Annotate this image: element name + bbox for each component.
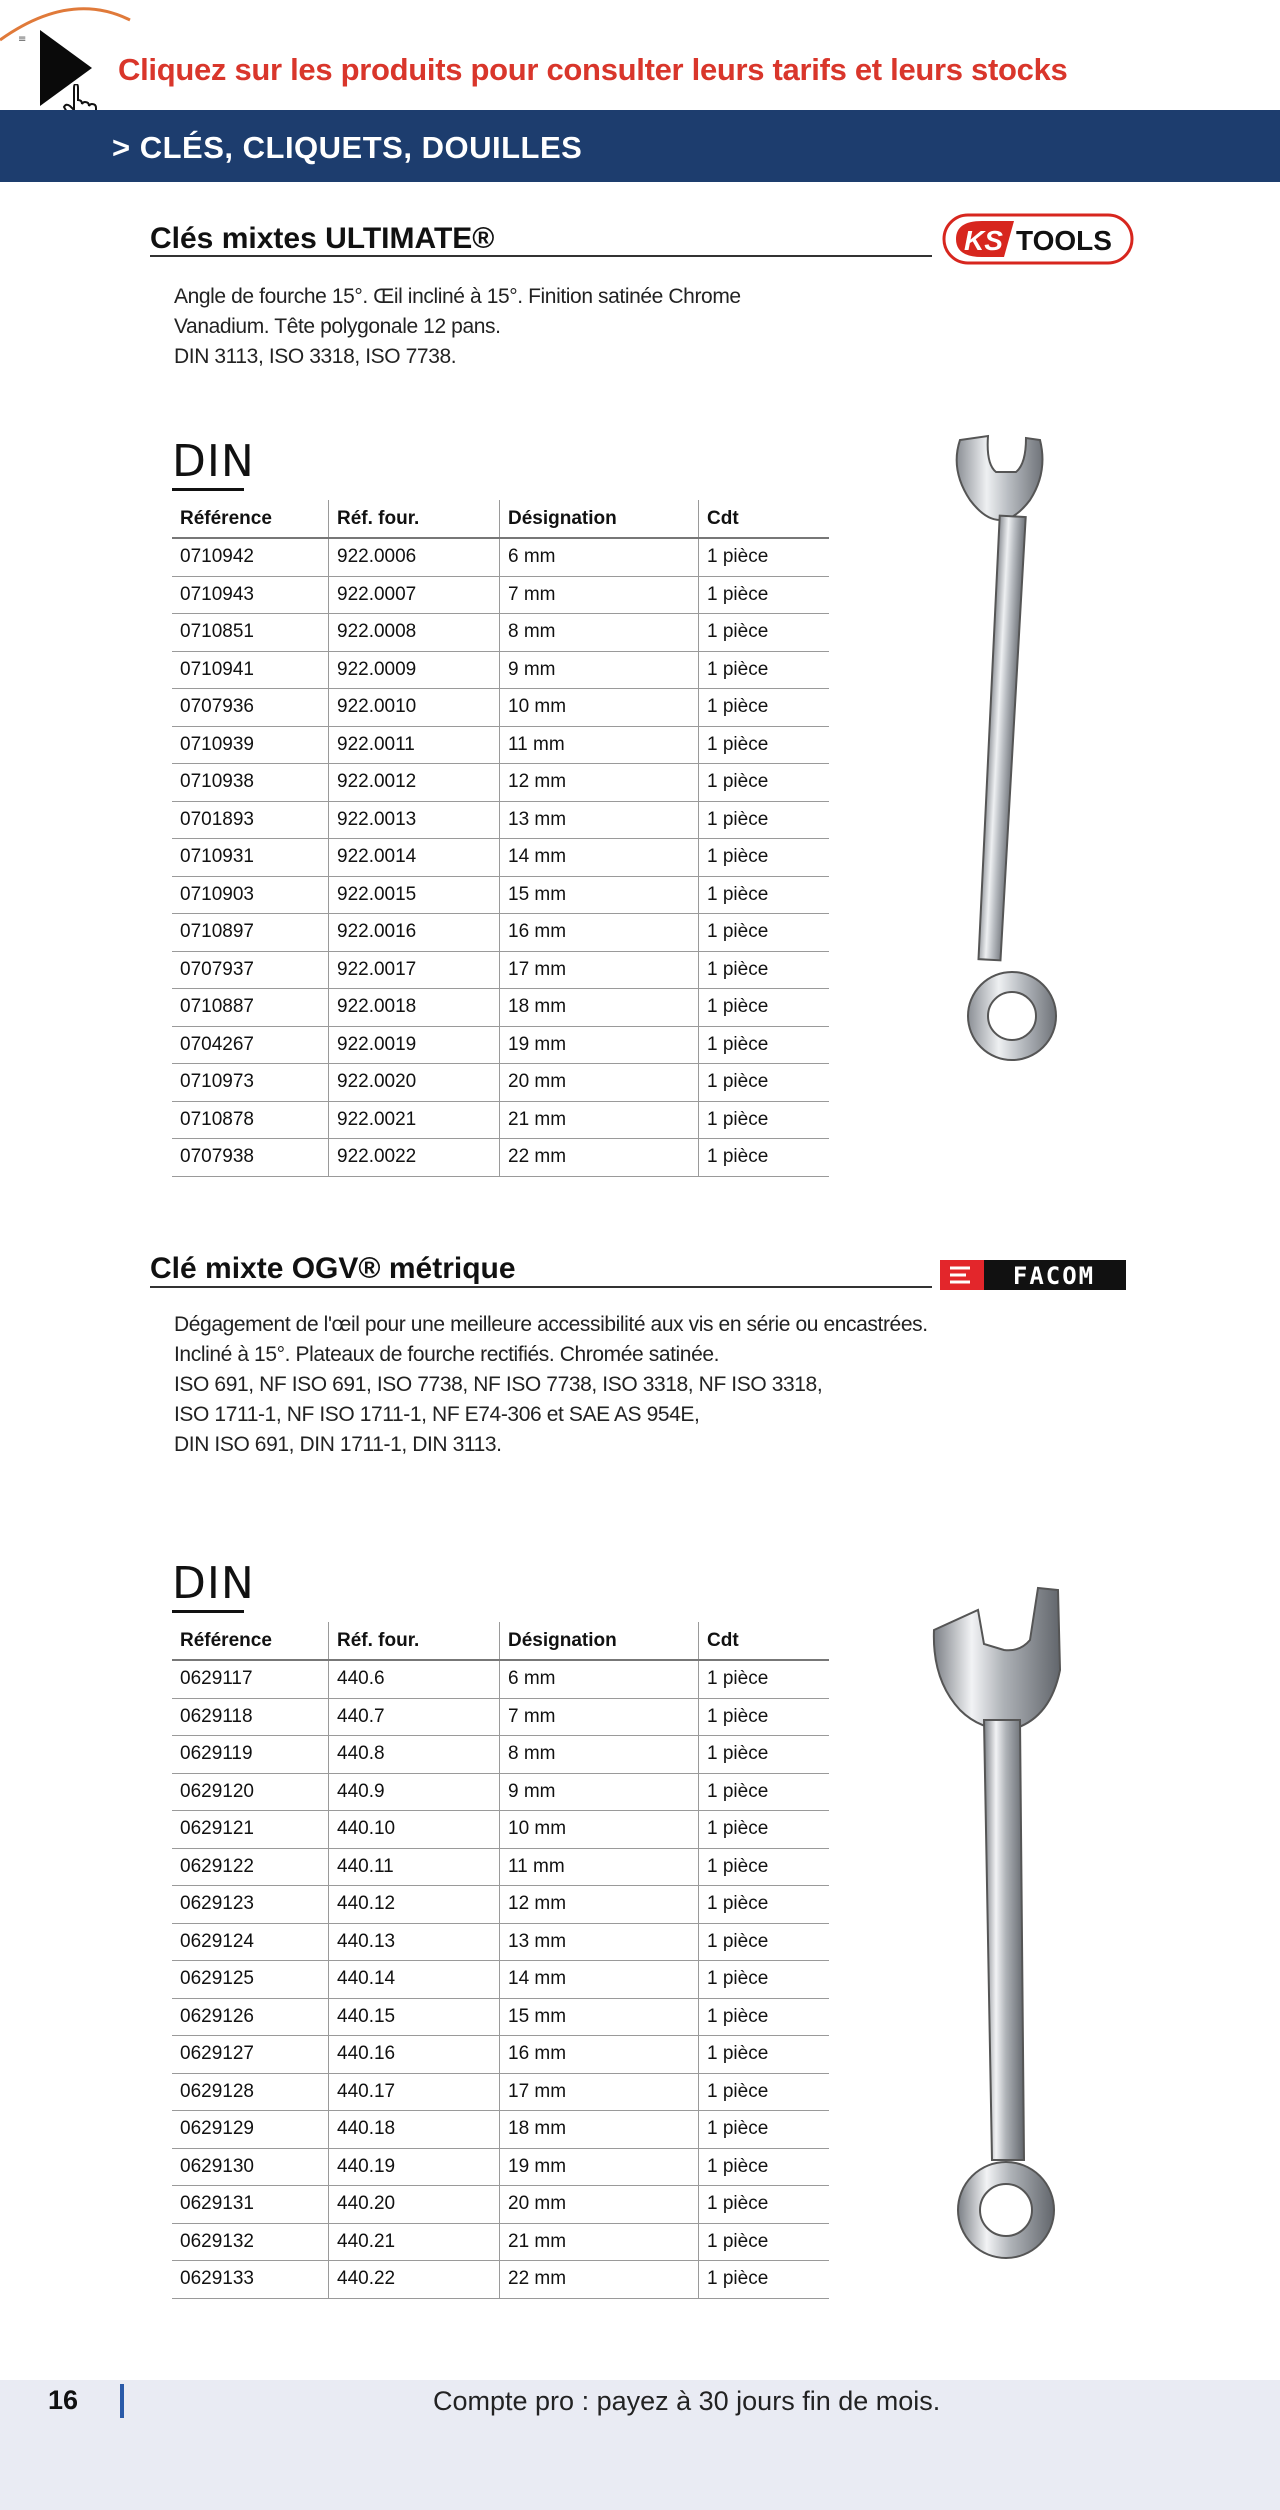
table-cell: 922.0021 [329, 1101, 500, 1139]
table-cell: 922.0007 [329, 576, 500, 614]
col-header-reference: Référence [172, 1622, 329, 1660]
table-row[interactable] [172, 1811, 829, 1849]
table-row[interactable] [172, 1848, 829, 1886]
table-cell: 1 pièce [699, 2148, 830, 2186]
product-title-ultimate[interactable]: Clés mixtes ULTIMATE® [150, 222, 495, 255]
table-cell: 12 mm [500, 1886, 699, 1924]
table-cell: 1 pièce [699, 1811, 830, 1849]
table-cell: 0710887 [172, 989, 329, 1027]
table-cell: 1 pièce [699, 1961, 830, 1999]
table-cell: 0629119 [172, 1736, 329, 1774]
table-cell: 22 mm [500, 2261, 699, 2299]
promo-banner-text[interactable]: Cliquez sur les produits pour consulter leurs tarifs et leurs stocks [118, 52, 1068, 87]
table-cell: 14 mm [500, 839, 699, 877]
desc-line: DIN ISO 691, DIN 1711-1, DIN 3113. [174, 1433, 502, 1456]
table-cell: 922.0018 [329, 989, 500, 1027]
table-cell: 0707937 [172, 951, 329, 989]
table-cell: 20 mm [500, 2186, 699, 2224]
table-row[interactable] [172, 538, 829, 576]
spec-table-ultimate [172, 500, 829, 1177]
table-cell: 11 mm [500, 726, 699, 764]
desc-line: DIN 3113, ISO 3318, ISO 7738. [174, 345, 457, 368]
table-cell: 15 mm [500, 1998, 699, 2036]
table-cell: 1 pièce [699, 689, 830, 727]
din-underline [172, 1610, 244, 1613]
ks-logo-tools: TOOLS [1016, 225, 1112, 256]
table-cell: 922.0006 [329, 538, 500, 576]
page-separator [120, 2384, 124, 2418]
product-description [174, 282, 741, 372]
table-cell: 16 mm [500, 2036, 699, 2074]
table-cell: 17 mm [500, 951, 699, 989]
table-row[interactable] [172, 1026, 829, 1064]
table-cell: 14 mm [500, 1961, 699, 1999]
table-cell: 1 pièce [699, 1064, 830, 1102]
table-cell: 1 pièce [699, 614, 830, 652]
table-cell: 6 mm [500, 538, 699, 576]
table-row[interactable] [172, 1773, 829, 1811]
table-cell: 922.0022 [329, 1139, 500, 1177]
table-cell: 0629122 [172, 1848, 329, 1886]
table-cell: 6 mm [500, 1660, 699, 1698]
table-cell: 1 pièce [699, 764, 830, 802]
desc-line: ISO 691, NF ISO 691, ISO 7738, NF ISO 7738, ISO 3318, NF ISO 3318, [174, 1373, 823, 1396]
table-row[interactable] [172, 914, 829, 952]
table-row[interactable] [172, 1064, 829, 1102]
table-cell: 922.0011 [329, 726, 500, 764]
table-cell: 1 pièce [699, 1736, 830, 1774]
table-row[interactable] [172, 614, 829, 652]
table-header-row [172, 500, 829, 538]
table-cell: 21 mm [500, 1101, 699, 1139]
table-cell: 0710938 [172, 764, 329, 802]
table-body [172, 1660, 829, 2298]
table-cell: 922.0015 [329, 876, 500, 914]
table-cell: 440.8 [329, 1736, 500, 1774]
table-cell: 0629120 [172, 1773, 329, 1811]
table-cell: 0629117 [172, 1660, 329, 1698]
table-cell: 440.15 [329, 1998, 500, 2036]
table-cell: 1 pièce [699, 876, 830, 914]
table-cell: 0629133 [172, 2261, 329, 2299]
table-cell: 0629118 [172, 1698, 329, 1736]
table-row[interactable] [172, 1101, 829, 1139]
table-body [172, 538, 829, 1176]
table-cell: 922.0014 [329, 839, 500, 877]
table-cell: 440.20 [329, 2186, 500, 2224]
table-row[interactable] [172, 2148, 829, 2186]
table-row[interactable] [172, 1886, 829, 1924]
table-row[interactable] [172, 1139, 829, 1177]
table-cell: 440.13 [329, 1923, 500, 1961]
table-cell: 1 pièce [699, 951, 830, 989]
table-cell: 0629125 [172, 1961, 329, 1999]
table-cell: 922.0019 [329, 1026, 500, 1064]
table-header-row [172, 1622, 829, 1660]
table-row[interactable] [172, 1698, 829, 1736]
ks-tools-logo [942, 213, 1134, 265]
table-cell: 1 pièce [699, 801, 830, 839]
title-rule [150, 255, 932, 257]
desc-line: Dégagement de l'œil pour une meilleure accessibilité aux vis en série ou encastrées. [174, 1313, 928, 1336]
table-cell: 0629132 [172, 2223, 329, 2261]
table-row[interactable] [172, 951, 829, 989]
table-row[interactable] [172, 1923, 829, 1961]
col-header-ref-four: Réf. four. [329, 1622, 500, 1660]
table-cell: 922.0012 [329, 764, 500, 802]
table-row[interactable] [172, 651, 829, 689]
table-cell: 922.0008 [329, 614, 500, 652]
table-cell: 1 pièce [699, 1698, 830, 1736]
table-cell: 1 pièce [699, 1139, 830, 1177]
table-cell: 19 mm [500, 2148, 699, 2186]
table-cell: 440.6 [329, 1660, 500, 1698]
table-cell: 1 pièce [699, 839, 830, 877]
table-cell: 9 mm [500, 1773, 699, 1811]
table-cell: 1 pièce [699, 989, 830, 1027]
desc-line: Angle de fourche 15°. Œil incliné à 15°. Finition satinée Chrome [174, 285, 741, 308]
table-cell: 0629127 [172, 2036, 329, 2074]
table-cell: 440.18 [329, 2111, 500, 2149]
table-row[interactable] [172, 2073, 829, 2111]
table-row[interactable] [172, 2261, 829, 2299]
table-cell: 1 pièce [699, 538, 830, 576]
table-cell: 1 pièce [699, 2223, 830, 2261]
table-cell: 440.7 [329, 1698, 500, 1736]
table-cell: 0704267 [172, 1026, 329, 1064]
table-cell: 0710851 [172, 614, 329, 652]
table-row[interactable] [172, 876, 829, 914]
table-cell: 440.12 [329, 1886, 500, 1924]
table-cell: 1 pièce [699, 1923, 830, 1961]
title-rule [150, 1286, 932, 1288]
table-cell: 0629121 [172, 1811, 329, 1849]
desc-line: ISO 1711-1, NF ISO 1711-1, NF E74-306 et SAE AS 954E, [174, 1403, 700, 1426]
wrench-image-ogv[interactable] [920, 1570, 1080, 2270]
table-cell: 440.14 [329, 1961, 500, 1999]
spec-table-ogv [172, 1622, 829, 2299]
table-cell: 17 mm [500, 2073, 699, 2111]
table-cell: 1 pièce [699, 2186, 830, 2224]
table-cell: 18 mm [500, 989, 699, 1027]
table-row[interactable] [172, 1660, 829, 1698]
table-cell: 0710931 [172, 839, 329, 877]
din-underline [172, 488, 244, 491]
page-number: 16 [48, 2385, 79, 2415]
table-row[interactable] [172, 1736, 829, 1774]
table-cell: 13 mm [500, 801, 699, 839]
din-standard-label: DIN [172, 1558, 255, 1609]
table-cell: 922.0013 [329, 801, 500, 839]
table-cell: 10 mm [500, 689, 699, 727]
table-cell: 1 pièce [699, 1773, 830, 1811]
table-cell: 1 pièce [699, 1886, 830, 1924]
table-cell: 0629123 [172, 1886, 329, 1924]
table-cell: 922.0009 [329, 651, 500, 689]
table-cell: 0629130 [172, 2148, 329, 2186]
table-cell: 922.0010 [329, 689, 500, 727]
footer-message: Compte pro : payez à 30 jours fin de mois. [433, 2386, 941, 2416]
table-cell: 1 pièce [699, 1660, 830, 1698]
col-header-designation: Désignation [500, 500, 699, 538]
table-row[interactable] [172, 801, 829, 839]
table-cell: 0710897 [172, 914, 329, 952]
table-cell: 1 pièce [699, 576, 830, 614]
section-title: > CLÉS, CLIQUETS, DOUILLES [112, 130, 583, 165]
table-cell: 0710941 [172, 651, 329, 689]
table-cell: 440.19 [329, 2148, 500, 2186]
col-header-cdt: Cdt [699, 1622, 830, 1660]
table-cell: 0707938 [172, 1139, 329, 1177]
table-row[interactable] [172, 1998, 829, 2036]
table-row[interactable] [172, 2111, 829, 2149]
table-cell: 8 mm [500, 614, 699, 652]
table-cell: 440.10 [329, 1811, 500, 1849]
table-row[interactable] [172, 726, 829, 764]
table-row[interactable] [172, 576, 829, 614]
table-cell: 440.17 [329, 2073, 500, 2111]
table-cell: 0710903 [172, 876, 329, 914]
table-cell: 9 mm [500, 651, 699, 689]
din-standard-label: DIN [172, 436, 255, 487]
table-cell: 922.0017 [329, 951, 500, 989]
table-row[interactable] [172, 2223, 829, 2261]
table-cell: 1 pièce [699, 1848, 830, 1886]
table-cell: 440.16 [329, 2036, 500, 2074]
facom-logo-text: FACOM [1012, 1262, 1096, 1290]
table-cell: 15 mm [500, 876, 699, 914]
table-cell: 0710939 [172, 726, 329, 764]
table-cell: 1 pièce [699, 1026, 830, 1064]
table-cell: 21 mm [500, 2223, 699, 2261]
table-cell: 8 mm [500, 1736, 699, 1774]
wrench-image-ultimate[interactable] [930, 420, 1070, 1080]
table-row[interactable] [172, 689, 829, 727]
product-description [174, 1310, 928, 1460]
ks-logo-ks: KS [964, 225, 1003, 256]
table-cell: 16 mm [500, 914, 699, 952]
table-row[interactable] [172, 839, 829, 877]
table-cell: 1 pièce [699, 651, 830, 689]
table-cell: 12 mm [500, 764, 699, 802]
table-cell: 22 mm [500, 1139, 699, 1177]
table-cell: 922.0020 [329, 1064, 500, 1102]
table-cell: 1 pièce [699, 726, 830, 764]
table-cell: 0701893 [172, 801, 329, 839]
table-cell: 0710973 [172, 1064, 329, 1102]
table-cell: 1 pièce [699, 2036, 830, 2074]
col-header-ref-four: Réf. four. [329, 500, 500, 538]
table-row[interactable] [172, 764, 829, 802]
table-cell: 440.22 [329, 2261, 500, 2299]
table-cell: 0710942 [172, 538, 329, 576]
table-cell: 0710878 [172, 1101, 329, 1139]
table-cell: 0629124 [172, 1923, 329, 1961]
table-cell: 19 mm [500, 1026, 699, 1064]
table-cell: 440.9 [329, 1773, 500, 1811]
menu-icon[interactable]: ≡ [18, 34, 27, 45]
table-cell: 1 pièce [699, 2261, 830, 2299]
table-cell: 440.21 [329, 2223, 500, 2261]
table-cell: 0629128 [172, 2073, 329, 2111]
table-cell: 0629131 [172, 2186, 329, 2224]
table-cell: 0707936 [172, 689, 329, 727]
table-row[interactable] [172, 1961, 829, 1999]
product-title-ogv[interactable]: Clé mixte OGV® métrique [150, 1252, 516, 1285]
facom-logo [940, 1260, 1126, 1290]
table-cell: 922.0016 [329, 914, 500, 952]
table-cell: 0629129 [172, 2111, 329, 2149]
table-row[interactable] [172, 2186, 829, 2224]
table-cell: 1 pièce [699, 914, 830, 952]
table-cell: 18 mm [500, 2111, 699, 2149]
table-cell: 0629126 [172, 1998, 329, 2036]
table-row[interactable] [172, 989, 829, 1027]
table-cell: 20 mm [500, 1064, 699, 1102]
table-cell: 11 mm [500, 1848, 699, 1886]
table-cell: 1 pièce [699, 2111, 830, 2149]
table-cell: 7 mm [500, 576, 699, 614]
table-row[interactable] [172, 2036, 829, 2074]
table-cell: 1 pièce [699, 1998, 830, 2036]
table-cell: 1 pièce [699, 2073, 830, 2111]
table-cell: 0710943 [172, 576, 329, 614]
table-cell: 7 mm [500, 1698, 699, 1736]
table-cell: 13 mm [500, 1923, 699, 1961]
desc-line: Vanadium. Tête polygonale 12 pans. [174, 315, 501, 338]
table-cell: 10 mm [500, 1811, 699, 1849]
desc-line: Incliné à 15°. Plateaux de fourche rectifiés. Chromée satinée. [174, 1343, 720, 1366]
col-header-cdt: Cdt [699, 500, 830, 538]
col-header-reference: Référence [172, 500, 329, 538]
col-header-designation: Désignation [500, 1622, 699, 1660]
table-cell: 1 pièce [699, 1101, 830, 1139]
table-cell: 440.11 [329, 1848, 500, 1886]
